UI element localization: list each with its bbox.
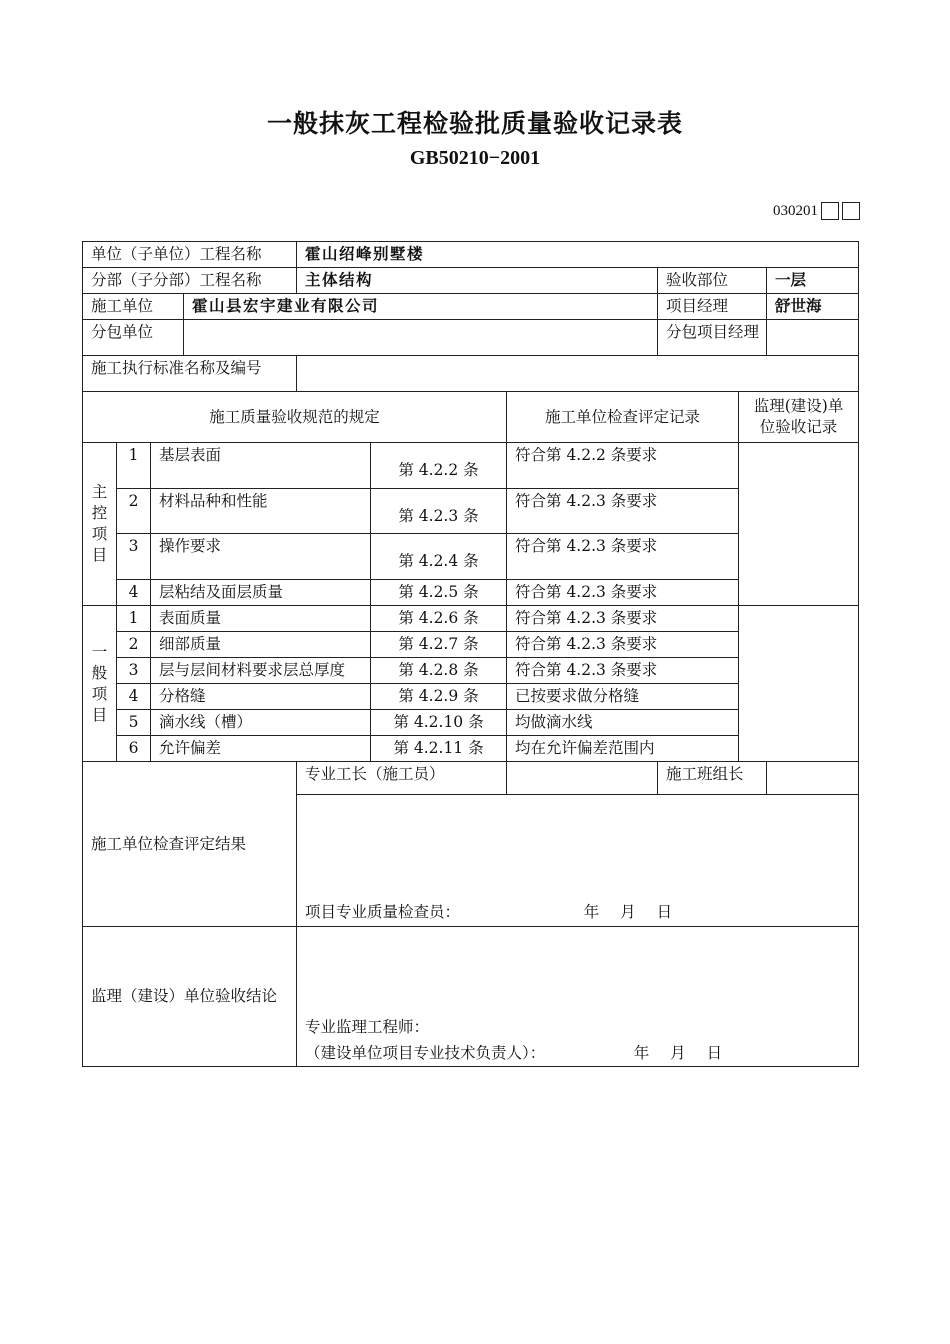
item-clause: 第 4.2.9 条 xyxy=(371,684,507,710)
result-body[interactable] xyxy=(297,795,859,899)
general-items-supervision-record[interactable] xyxy=(739,606,859,762)
row-column-headers xyxy=(83,392,859,443)
standard-label: 施工执行标准名称及编号 xyxy=(83,356,297,392)
construction-unit-value[interactable]: 霍山县宏宇建业有限公司 xyxy=(184,294,658,320)
sub-project-label: 分部（子分部）工程名称 xyxy=(83,268,297,294)
item-record[interactable]: 均做滴水线 xyxy=(507,710,739,736)
conclusion-date-label: 年 月 日 xyxy=(633,1043,731,1062)
item-no: 3 xyxy=(117,534,151,580)
form-title: 一般抹灰工程检验批质量验收记录表 xyxy=(266,109,683,138)
main-items-group-label: 主控项目 xyxy=(83,443,117,606)
row-conclusion-body xyxy=(83,927,859,1015)
general-items-group-label: 一般项目 xyxy=(83,606,117,762)
conclusion-body[interactable] xyxy=(297,927,859,1015)
foreman-label: 专业工长（施工员） xyxy=(297,762,507,795)
result-signature xyxy=(297,899,859,927)
unit-project-value[interactable]: 霍山绍峰别墅楼 xyxy=(297,242,859,268)
item-clause: 第 4.2.5 条 xyxy=(371,580,507,606)
form-code-number: 030201 xyxy=(773,203,818,219)
item-name: 层粘结及面层质量 xyxy=(151,580,371,606)
item-record[interactable]: 符合第 4.2.3 条要求 xyxy=(507,580,739,606)
general-item-row xyxy=(83,606,859,632)
item-no: 1 xyxy=(117,606,151,632)
item-record[interactable]: 符合第 4.2.3 条要求 xyxy=(507,632,739,658)
item-clause: 第 4.2.7 条 xyxy=(371,632,507,658)
item-no: 4 xyxy=(117,580,151,606)
form-code-box-1[interactable] xyxy=(821,202,839,220)
item-name: 滴水线（槽） xyxy=(151,710,371,736)
row-subcontract xyxy=(83,320,859,356)
conclusion-signature xyxy=(297,1041,859,1067)
accept-part-value[interactable]: 一层 xyxy=(767,268,859,294)
item-name: 分格缝 xyxy=(151,684,371,710)
item-record[interactable]: 符合第 4.2.3 条要求 xyxy=(507,658,739,684)
sub-pm-label: 分包项目经理 xyxy=(658,320,767,356)
item-clause: 第 4.2.11 条 xyxy=(371,736,507,762)
conclusion-label: 监理（建设）单位验收结论 xyxy=(83,927,297,1067)
item-no: 3 xyxy=(117,658,151,684)
item-no: 4 xyxy=(117,684,151,710)
supervision-column-header: 监理(建设)单位验收记录 xyxy=(739,392,859,443)
unit-project-label: 单位（子单位）工程名称 xyxy=(83,242,297,268)
item-record[interactable]: 均在允许偏差范围内 xyxy=(507,736,739,762)
item-name: 层与层间材料要求层总厚度 xyxy=(151,658,371,684)
item-clause: 第 4.2.2 条 xyxy=(371,443,507,489)
item-record[interactable]: 符合第 4.2.3 条要求 xyxy=(507,606,739,632)
standard-value[interactable] xyxy=(297,356,859,392)
item-name: 细部质量 xyxy=(151,632,371,658)
row-construction-unit xyxy=(83,294,859,320)
item-no: 2 xyxy=(117,489,151,534)
row-unit-project xyxy=(83,242,859,268)
main-items-supervision-record[interactable] xyxy=(739,443,859,606)
sub-project-value[interactable]: 主体结构 xyxy=(297,268,658,294)
subcontract-label: 分包单位 xyxy=(83,320,184,356)
item-name: 表面质量 xyxy=(151,606,371,632)
item-clause: 第 4.2.4 条 xyxy=(371,534,507,580)
standard-code: GB50210−2001 xyxy=(409,147,541,169)
item-no: 2 xyxy=(117,632,151,658)
item-name: 基层表面 xyxy=(151,443,371,489)
subcontract-value[interactable] xyxy=(184,320,658,356)
result-date-label: 年 月 日 xyxy=(583,902,681,921)
owner-label: （建设单位项目专业技术负责人）： xyxy=(305,1043,546,1062)
item-clause: 第 4.2.3 条 xyxy=(371,489,507,534)
item-record[interactable]: 符合第 4.2.3 条要求 xyxy=(507,534,739,580)
item-name: 操作要求 xyxy=(151,534,371,580)
team-leader-label: 施工班组长 xyxy=(658,762,767,795)
row-sub-project xyxy=(83,268,859,294)
inspector-label: 项目专业质量检查员： xyxy=(305,902,461,921)
form-code-box-2[interactable] xyxy=(842,202,860,220)
main-item-row xyxy=(83,443,859,489)
construction-unit-label: 施工单位 xyxy=(83,294,184,320)
accept-part-label: 验收部位 xyxy=(658,268,767,294)
inspection-form-table xyxy=(82,241,859,1067)
team-leader-value[interactable] xyxy=(767,762,859,795)
item-name: 允许偏差 xyxy=(151,736,371,762)
item-clause: 第 4.2.8 条 xyxy=(371,658,507,684)
sub-pm-value[interactable] xyxy=(767,320,859,356)
item-clause: 第 4.2.10 条 xyxy=(371,710,507,736)
item-record[interactable]: 符合第 4.2.3 条要求 xyxy=(507,489,739,534)
foreman-value[interactable] xyxy=(507,762,658,795)
item-name: 材料品种和性能 xyxy=(151,489,371,534)
spec-column-header: 施工质量验收规范的规定 xyxy=(83,392,507,443)
row-standard xyxy=(83,356,859,392)
form-code xyxy=(700,198,860,220)
item-record[interactable]: 已按要求做分格缝 xyxy=(507,684,739,710)
item-clause: 第 4.2.6 条 xyxy=(371,606,507,632)
row-result-signers xyxy=(83,762,859,795)
pm-label: 项目经理 xyxy=(658,294,767,320)
item-no: 6 xyxy=(117,736,151,762)
item-no: 1 xyxy=(117,443,151,489)
item-record[interactable]: 符合第 4.2.2 条要求 xyxy=(507,443,739,489)
item-no: 5 xyxy=(117,710,151,736)
pm-value[interactable]: 舒世海 xyxy=(767,294,859,320)
result-label: 施工单位检查评定结果 xyxy=(83,762,297,927)
record-column-header: 施工单位检查评定记录 xyxy=(507,392,739,443)
engineer-label: 专业监理工程师： xyxy=(297,1015,859,1041)
